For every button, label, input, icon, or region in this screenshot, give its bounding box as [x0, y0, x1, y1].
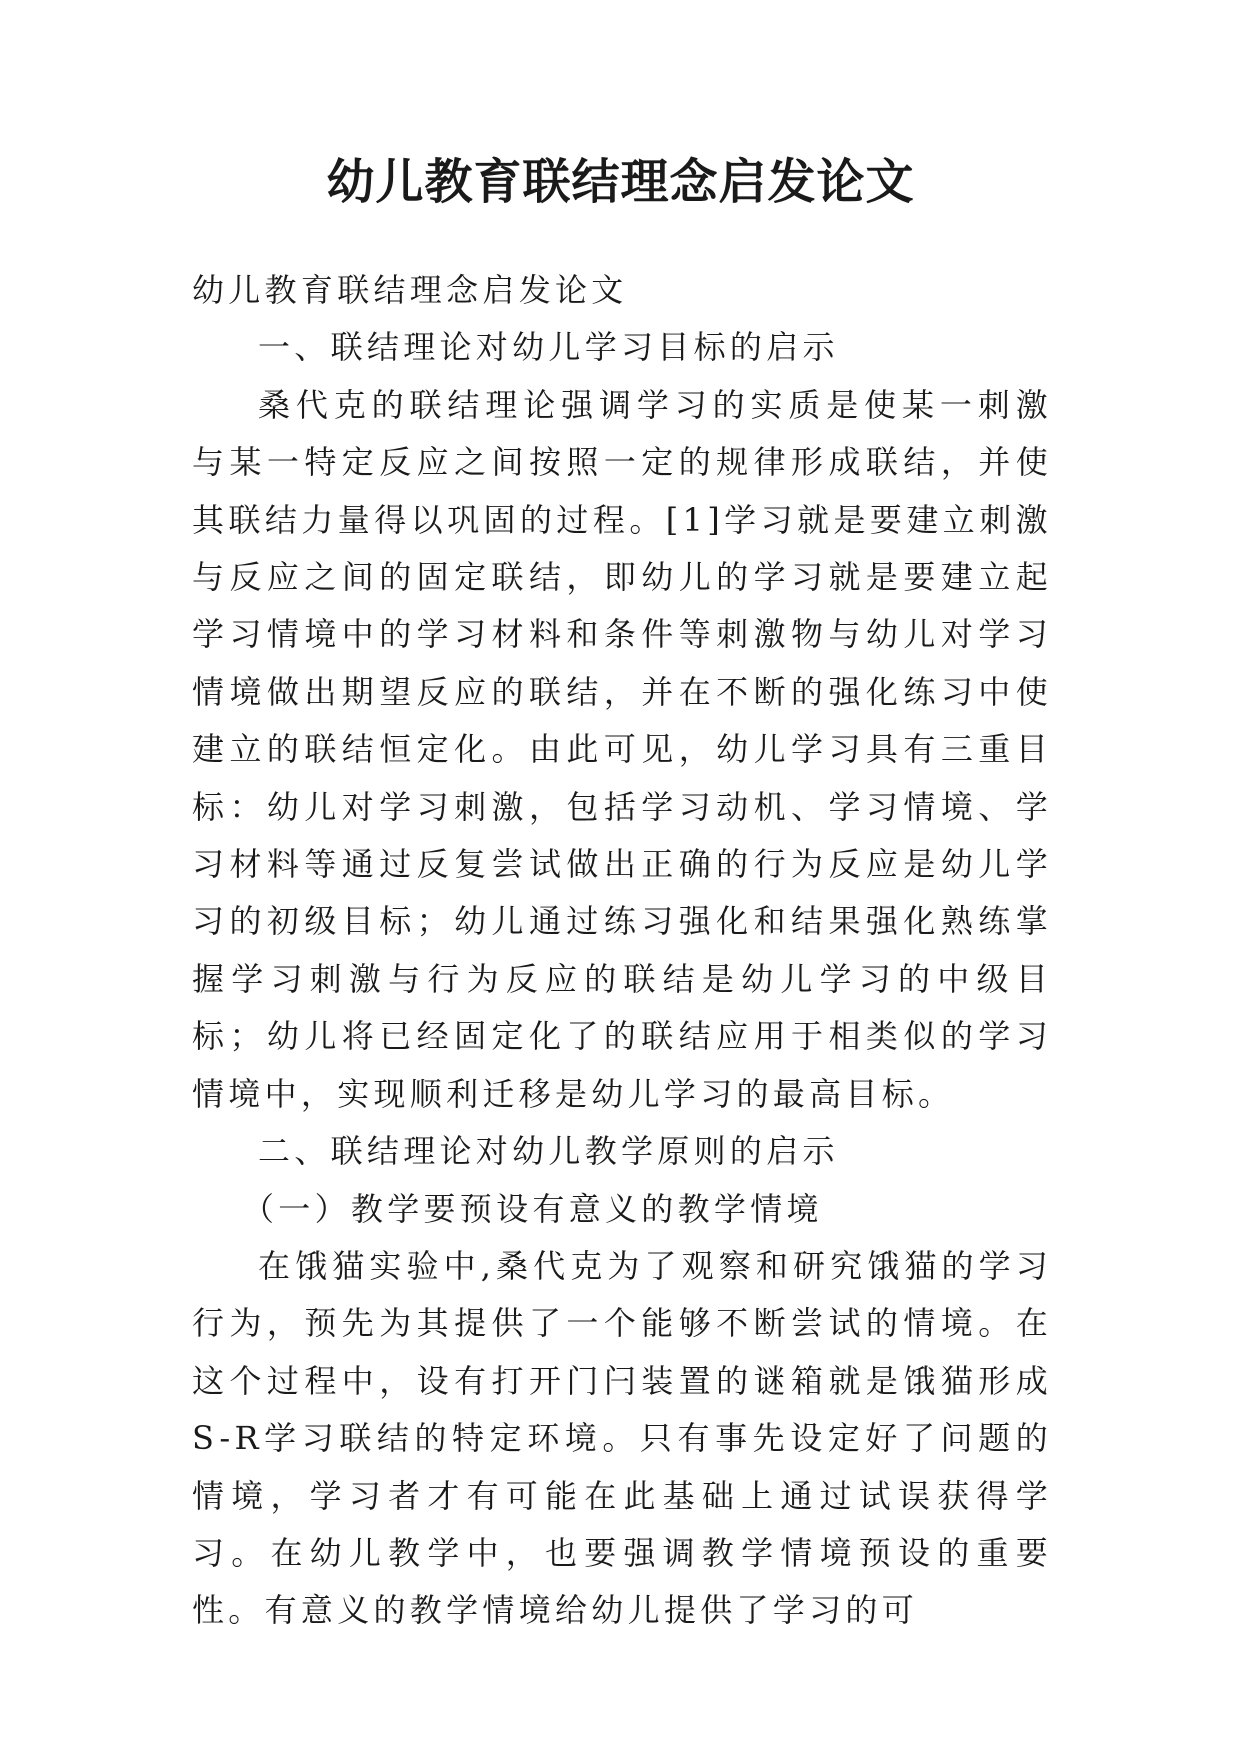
subsection-heading-1: （一）教学要预设有意义的教学情境: [242, 1189, 823, 1228]
section-heading-1: 一、联结理论对幼儿学习目标的启示: [258, 328, 839, 367]
paragraph-learning-goals: 桑代克的联结理论强调学习的实质是使某一刺激与某一特定反应之间按照一定的规律形成联结，并使其联结力量得以巩固的过程。[1]学习就是要建立刺激与反应之间的固定联结，即幼儿的学习就是要建立起学习情境中的学习材料和条件等刺激物与幼儿对学习情境做出期望反应的联结，并在不断的强化练习中使建立的联结恒定化。由此可见，幼儿学习具有三重目标：幼儿对学习刺激，包括学习动机、学习情境、学习材料等通过反复尝试做出正确的行为反应是幼儿学习的初级目标；幼儿通过练习强化和结果强化熟练掌握学习刺激与行为反应的联结是幼儿学习的中级目标；幼儿将已经固定化了的联结应用于相类似的学习情境中，实现顺利迁移是幼儿学习的最高目标。: [192, 385, 1052, 1113]
document-body: [192, 262, 1052, 1640]
section-heading-2: 二、联结理论对幼儿教学原则的启示: [258, 1132, 839, 1171]
paragraph-subtitle: 幼儿教育联结理念启发论文: [192, 271, 628, 309]
document-title: 幼儿教育联结理念启发论文: [326, 154, 915, 210]
paragraph-teaching-situation: 在饿猫实验中,桑代克为了观察和研究饿猫的学习行为，预先为其提供了一个能够不断尝试的情境。在这个过程中，设有打开门闩装置的谜箱就是饿猫形成S-R学习联结的特定环境。只有事先设定好了问题的情境，学习者才有可能在此基础上通过试误获得学习。在幼儿教学中，也要强调教学情境预设的重要性。有意义的教学情境给幼儿提供了学习的可: [192, 1246, 1052, 1630]
